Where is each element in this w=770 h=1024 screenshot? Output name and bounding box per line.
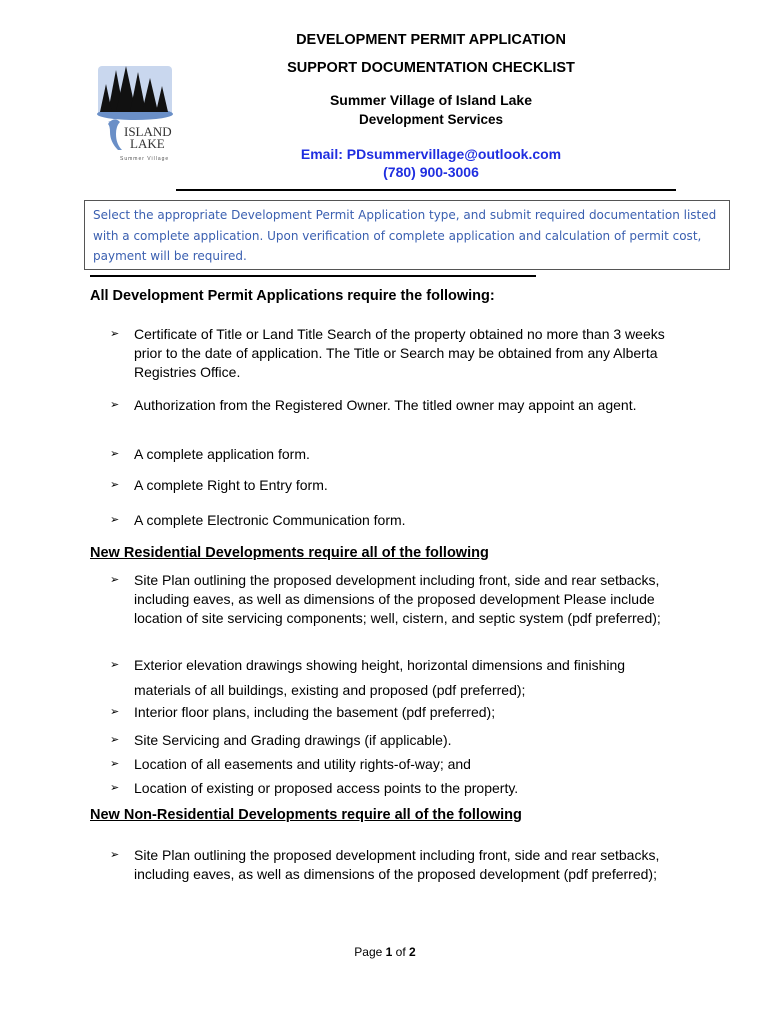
arrow-bullet-icon: ➢: [110, 849, 120, 861]
list-item: ➢ Interior floor plans, including the basement (pdf preferred);: [110, 704, 496, 720]
list-item: ➢ Location of all easements and utility rights-of-way; and: [110, 756, 471, 772]
header-divider: [176, 189, 676, 191]
list-item: ➢ A complete application form.: [110, 446, 310, 462]
contact-phone: (780) 900-3006: [383, 164, 479, 180]
arrow-bullet-icon: ➢: [110, 574, 120, 586]
list-item: ➢ Authorization from the Registered Owner. The titled owner may appoint an agent.: [110, 397, 637, 413]
document-subtitle: SUPPORT DOCUMENTATION CHECKLIST: [287, 60, 575, 76]
instructions-notice: Select the appropriate Development Permit Application type, and submit required documentation listed with a complete application. Upon verification of complete application and calculation of permit cost, payment will be required.: [84, 200, 730, 270]
list-item: ➢ A complete Right to Entry form.: [110, 477, 328, 493]
list-item: ➢ Site Plan outlining the proposed development including front, side and rear setbacks, including eaves, as well as dimensions of the proposed development (pdf preferred);: [110, 847, 660, 882]
arrow-bullet-icon: ➢: [110, 734, 120, 746]
arrow-bullet-icon: ➢: [110, 758, 120, 770]
island-lake-logo: [94, 64, 176, 164]
arrow-bullet-icon: ➢: [110, 399, 120, 411]
department-name: Development Services: [358, 112, 504, 127]
arrow-bullet-icon: ➢: [110, 659, 120, 671]
section-heading-non-residential: New Non-Residential Developments require all of the following: [90, 807, 522, 823]
contact-email[interactable]: Email: PDsummervillage@outlook.com: [300, 146, 562, 162]
list-item: ➢ Site Servicing and Grading drawings (if applicable).: [110, 732, 452, 748]
section-heading-all: All Development Permit Applications require the following:: [90, 288, 495, 304]
list-item: ➢ Exterior elevation drawings showing height, horizontal dimensions and finishing materials of all buildings, existing and proposed (pdf preferred);: [116, 653, 676, 703]
organization-name: Summer Village of Island Lake: [329, 92, 533, 108]
page-number: Page 1 of 2: [354, 945, 416, 959]
arrow-bullet-icon: ➢: [110, 706, 120, 718]
arrow-bullet-icon: ➢: [110, 448, 120, 460]
notice-divider: [90, 275, 536, 277]
arrow-bullet-icon: ➢: [110, 782, 120, 794]
section-heading-residential: New Residential Developments require all of the following: [90, 545, 489, 561]
document-title: DEVELOPMENT PERMIT APPLICATION: [296, 32, 566, 48]
arrow-bullet-icon: ➢: [110, 479, 120, 491]
list-item: ➢ Site Plan outlining the proposed development including front, side and rear setbacks, including eaves, as well as dimensions of the proposed development Please include location of site servicing components; well, cistern, and septic system (pdf preferred);: [110, 572, 661, 626]
logo-text-summer-village: Summer Village: [120, 156, 170, 162]
list-item: ➢ A complete Electronic Communication form.: [110, 512, 406, 528]
logo-text-lake: LAKE: [130, 136, 165, 151]
list-item: ➢ Location of existing or proposed access points to the property.: [110, 780, 519, 796]
list-item: ➢ Certificate of Title or Land Title Search of the property obtained no more than 3 weeks prior to the date of application. The Title or Search may be obtained from any Alberta Registries Office.: [110, 326, 665, 380]
arrow-bullet-icon: ➢: [110, 328, 120, 340]
logo-text-island: ISLAND: [124, 124, 172, 139]
arrow-bullet-icon: ➢: [110, 514, 120, 526]
